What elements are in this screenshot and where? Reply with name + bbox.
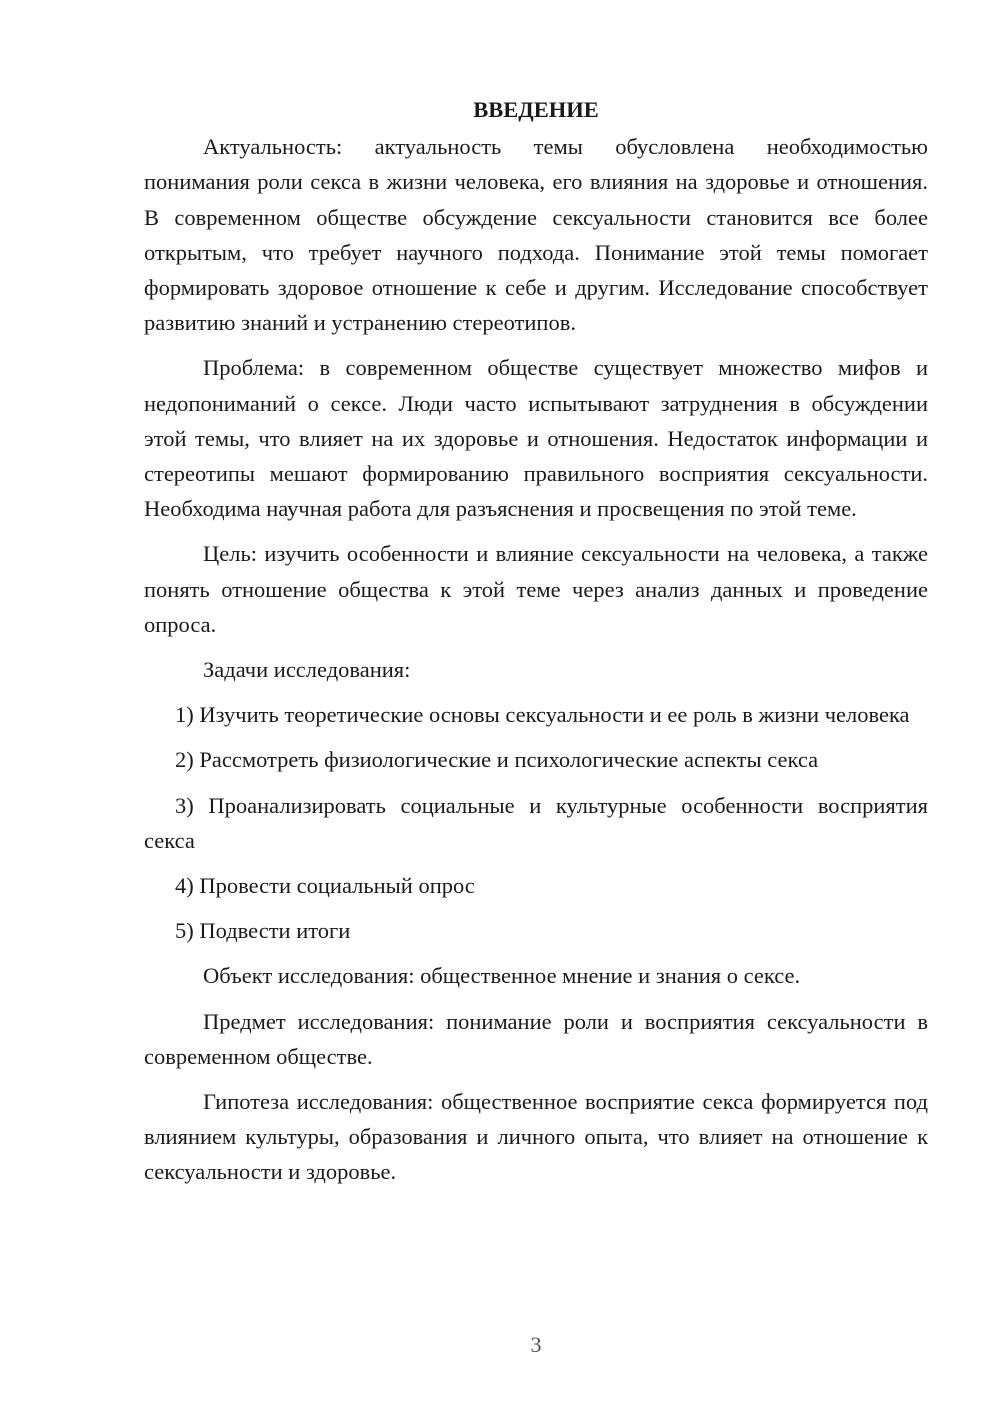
relevance-paragraph: Актуальность: актуальность темы обусловлена необходимостью понимания роли секса в жизни человека, его влияния на здоровье и отношения. В современном обществе обсуждение сексуальности становится все более открытым, что требует научного подхода. Понимание этой темы помогает формировать здоровое отношение к себе и другим. Исследование способствует развитию знаний и устранению стереотипов. — [144, 134, 928, 336]
task-item: 2) Рассмотреть физиологические и психологические аспекты секса — [175, 747, 819, 773]
page-number: 3 — [530, 1332, 542, 1357]
object-paragraph: Объект исследования: общественное мнение и знания о сексе. — [203, 963, 801, 989]
tasks-heading: Задачи исследования: — [203, 657, 411, 683]
tasks-list — [144, 697, 928, 948]
task-item: 5) Подвести итоги — [175, 918, 351, 944]
task-item: 1) Изучить теоретические основы сексуальности и ее роль в жизни человека — [175, 702, 910, 728]
hypothesis-paragraph: Гипотеза исследования: общественное восприятие секса формируется под влиянием культуры, образования и личного опыта, что влияет на отношение к сексуальности и здоровье. — [144, 1089, 928, 1185]
document-title: ВВЕДЕНИЕ — [473, 97, 599, 122]
document-page — [144, 92, 928, 1200]
goal-paragraph: Цель: изучить особенности и влияние сексуальности на человека, а также понять отношение общества к этой теме через анализ данных и проведение опроса. — [144, 541, 928, 637]
task-item: 3) Проанализировать социальные и культурные особенности восприятия секса — [144, 792, 928, 853]
subject-paragraph: Предмет исследования: понимание роли и восприятия сексуальности в современном обществе. — [144, 1008, 928, 1069]
task-item: 4) Провести социальный опрос — [175, 873, 475, 899]
problem-paragraph: Проблема: в современном обществе существует множество мифов и недопониманий о сексе. Люди часто испытывают затруднения в обсуждении этой темы, что влияет на их здоровье и отношения. Недостаток информации и стереотипы мешают формированию правильного восприятия сексуальности. Необходима научная работа для разъяснения и просвещения по этой теме. — [144, 355, 928, 522]
